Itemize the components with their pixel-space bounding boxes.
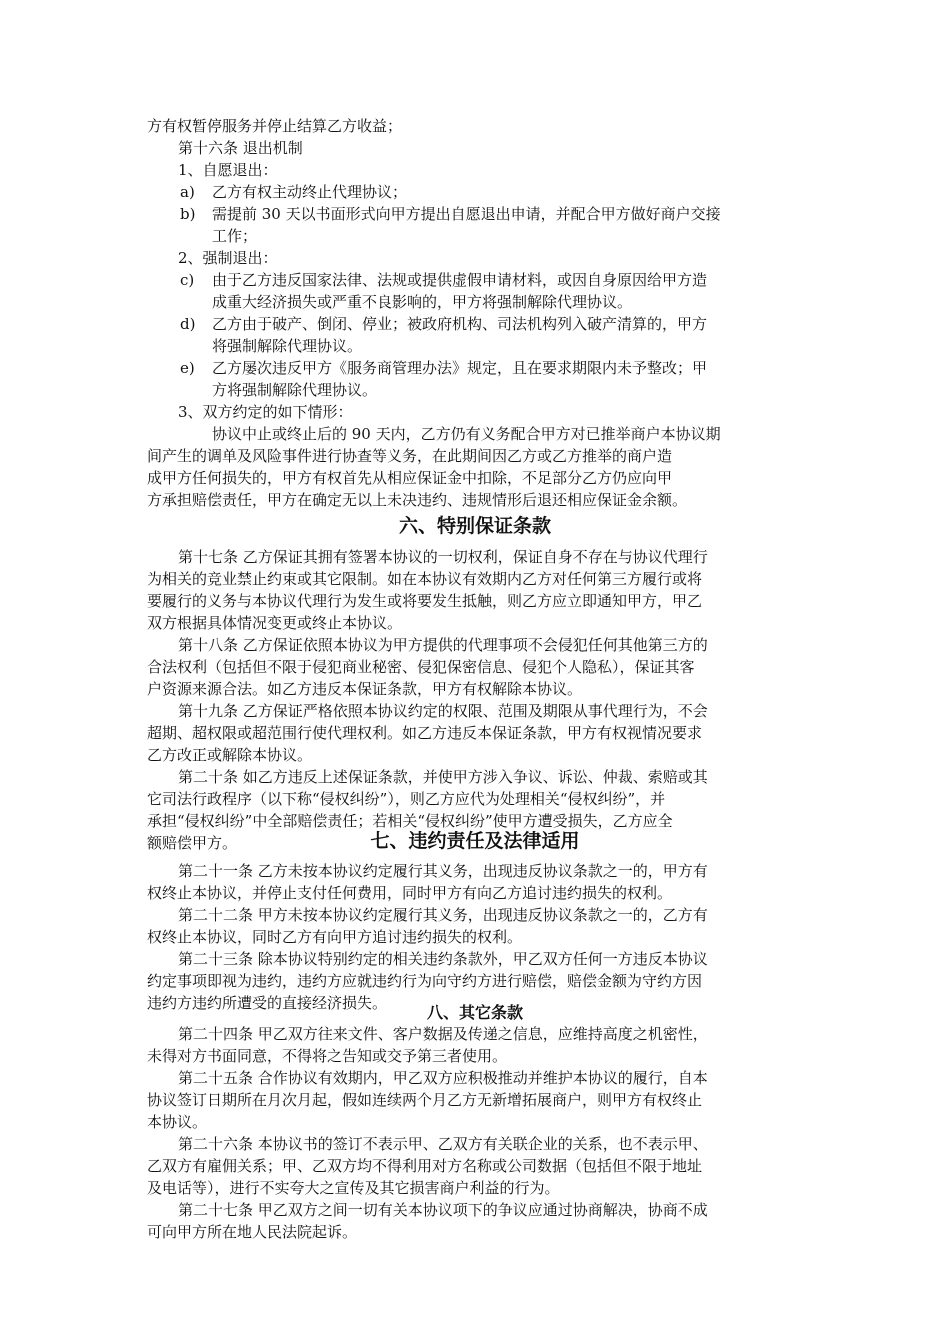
- clause-24-text: 第二十四条 甲乙双方往来文件、客户数据及传递之信息，应维持高度之机密性，: [178, 1025, 708, 1043]
- text-line: 协议中止或终止后的 90 天内，乙方仍有义务配合甲方对已推举商户本协议期: [212, 425, 721, 443]
- item-a-text: 乙方有权主动终止代理协议；: [212, 183, 408, 201]
- item-b-text: 需提前 30 天以书面形式向甲方提出自愿退出申请，并配合甲方做好商户交接: [212, 205, 721, 223]
- text-line: 权终止本协议，同时乙方有向甲方追讨违约损失的权利。: [147, 928, 523, 946]
- clause-25-text: 第二十五条 合作协议有效期内，甲乙双方应积极推动并维护本协议的履行，自本: [178, 1069, 708, 1087]
- text-line: 超期、超权限或超范围行使代理权利。如乙方违反本保证条款，甲方有权视情况要求: [147, 724, 703, 742]
- item-d-text: 乙方由于破产、倒闭、停业；被政府机构、司法机构列入破产清算的，甲方: [212, 315, 708, 333]
- clause-19-text: 第十九条 乙方保证严格依照本协议约定的权限、范围及期限从事代理行为，不会: [178, 702, 708, 720]
- item-e-text-cont: 方将强制解除代理协议。: [212, 381, 378, 399]
- text-line: 方承担赔偿责任，甲方在确定无以上未决违约、违规情形后退还相应保证金余额。: [147, 491, 688, 509]
- text-line: 方有权暂停服务并停止结算乙方收益；: [147, 117, 403, 135]
- text-line: 间产生的调单及风险事件进行协查等义务，在此期间因乙方或乙方推举的商户造: [147, 447, 673, 465]
- item-letter-c: c): [180, 271, 195, 289]
- clause-18-text: 第十八条 乙方保证依照本协议为甲方提供的代理事项不会侵犯任何其他第三方的: [178, 636, 708, 654]
- clause-27-text: 第二十七条 甲乙双方之间一切有关本协议项下的争议应通过协商解决，协商不成: [178, 1201, 708, 1219]
- clause-21-text: 第二十一条 乙方未按本协议约定履行其义务，出现违反协议条款之一的，甲方有: [178, 862, 708, 880]
- text-line: 乙双方有雇佣关系；甲、乙双方均不得利用对方名称或公司数据（包括但不限于地址: [147, 1157, 703, 1175]
- clause-16-heading: 第十六条 退出机制: [178, 139, 303, 157]
- text-line: 协议签订日期所在月次月起，假如连续两个月乙方无新增拓展商户，则甲方有权终止: [147, 1091, 703, 1109]
- text-line: 户资源来源合法。如乙方违反本保证条款，甲方有权解除本协议。: [147, 680, 583, 698]
- subheading-forced-exit: 2、强制退出：: [178, 249, 278, 267]
- text-line: 本协议。: [147, 1113, 208, 1131]
- clause-17-text: 第十七条 乙方保证其拥有签署本协议的一切权利，保证自身不存在与协议代理行: [178, 548, 708, 566]
- clause-20-text: 第二十条 如乙方违反上述保证条款，并使甲方涉入争议、诉讼、仲裁、索赔或其: [178, 768, 708, 786]
- text-line: 为相关的竞业禁止约束或其它限制。如在本协议有效期内乙方对任何第三方履行或将: [147, 570, 703, 588]
- section-7-title: 七、违约责任及法律适用: [370, 830, 580, 852]
- text-line: 及电话等），进行不实夸大之宣传及其它损害商户利益的行为。: [147, 1179, 560, 1197]
- item-e-text: 乙方屡次违反甲方《服务商管理办法》规定，且在要求期限内未予整改；甲: [212, 359, 708, 377]
- text-line: 约定事项即视为违约，违约方应就违约行为向守约方进行赔偿，赔偿金额为守约方因: [147, 972, 703, 990]
- text-line: 它司法行政程序（以下称“侵权纠纷”），则乙方应代为处理相关“侵权纠纷”，并: [147, 790, 666, 808]
- item-c-text-cont: 成重大经济损失或严重不良影响的，甲方将强制解除代理协议。: [212, 293, 633, 311]
- text-line: 未得对方书面同意，不得将之告知或交予第三者使用。: [147, 1047, 508, 1065]
- text-line: 违约方违约所遭受的直接经济损失。: [147, 994, 388, 1012]
- item-letter-e: e): [180, 359, 195, 377]
- text-line: 可向甲方所在地人民法院起诉。: [147, 1223, 358, 1241]
- subheading-agreed-cases: 3、双方约定的如下情形：: [178, 403, 353, 421]
- text-line: 承担“侵权纠纷”中全部赔偿责任；若相关“侵权纠纷”使甲方遭受损失，乙方应全: [147, 812, 673, 830]
- text-line: 权终止本协议，并停止支付任何费用，同时甲方有向乙方追讨违约损失的权利。: [147, 884, 673, 902]
- text-line: 乙方改正或解除本协议。: [147, 746, 313, 764]
- text-line: 额赔偿甲方。: [147, 834, 238, 852]
- clause-22-text: 第二十二条 甲方未按本协议约定履行其义务，出现违反协议条款之一的，乙方有: [178, 906, 708, 924]
- section-6-title: 六、特别保证条款: [398, 515, 551, 537]
- item-d-text-cont: 将强制解除代理协议。: [212, 337, 363, 355]
- text-line: 要履行的义务与本协议代理行为发生或将要发生抵触，则乙方应立即通知甲方，甲乙: [147, 592, 703, 610]
- item-b-text-cont: 工作；: [212, 227, 258, 245]
- item-letter-b: b): [180, 205, 196, 223]
- text-line: 成甲方任何损失的，甲方有权首先从相应保证金中扣除，不足部分乙方仍应向甲: [147, 469, 673, 487]
- item-letter-d: d): [180, 315, 196, 333]
- subheading-voluntary-exit: 1、自愿退出：: [178, 161, 278, 179]
- clause-23-text: 第二十三条 除本协议特别约定的相关违约条款外，甲乙双方任何一方违反本协议: [178, 950, 708, 968]
- item-c-text: 由于乙方违反国家法律、法规或提供虚假申请材料，或因自身原因给甲方造: [212, 271, 708, 289]
- clause-26-text: 第二十六条 本协议书的签订不表示甲、乙双方有关联企业的关系，也不表示甲、: [178, 1135, 708, 1153]
- section-8-title: 八、其它条款: [426, 1003, 523, 1022]
- text-line: 双方根据具体情况变更或终止本协议。: [147, 614, 403, 632]
- text-line: 合法权利（包括但不限于侵犯商业秘密、侵犯保密信息、侵犯个人隐私），保证其客: [147, 658, 695, 676]
- item-letter-a: a): [180, 183, 195, 201]
